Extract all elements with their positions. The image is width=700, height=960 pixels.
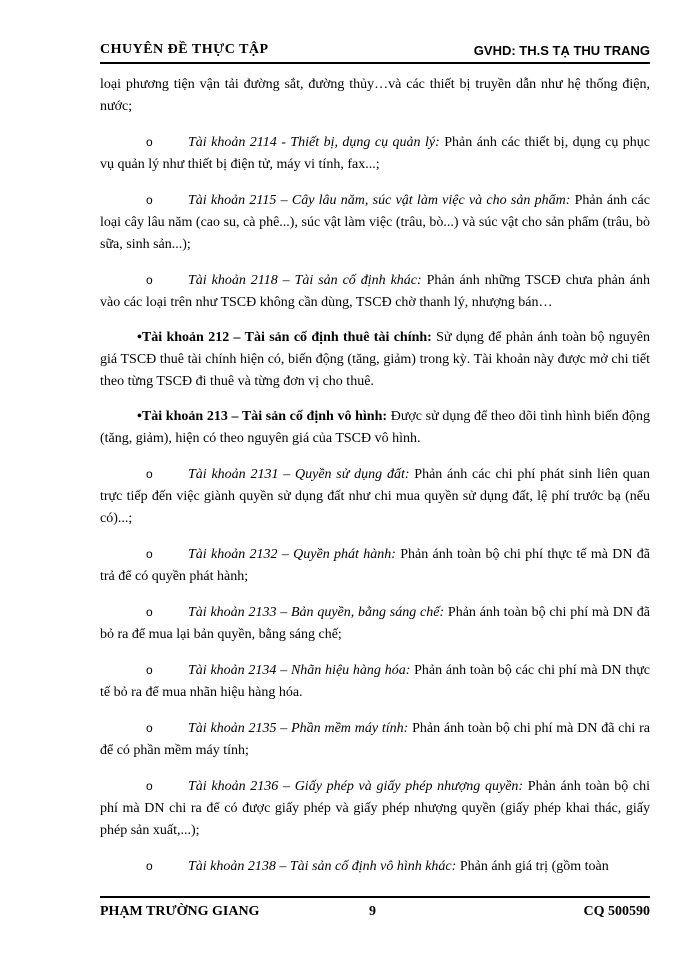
account-description: Phản ánh toàn bộ chi phí thực tế mà DN đã trả để có quyền phát hành; — [100, 547, 650, 584]
bullet-marker: o — [146, 663, 153, 677]
bullet-dot-icon: • — [137, 409, 142, 424]
bullet-marker: o — [146, 859, 153, 873]
list-item — [100, 269, 650, 314]
list-item — [100, 131, 650, 176]
bullet-dot-icon: • — [137, 330, 142, 345]
intro-paragraph: loại phương tiện vận tải đường sắt, đường thủy…và các thiết bị truyền dẫn như hệ thống điện, nước; — [100, 77, 650, 114]
bullet-marker: o — [146, 605, 153, 619]
account-description: Phản ánh toàn bộ chi phí mà DN chi ra để có được giấy phép và giấy phép nhượng quyền (giấy phép khai thác, giấy phép sản xuất,...); — [100, 779, 651, 838]
account-description: Phản ánh giá trị (gồm toàn — [456, 859, 609, 874]
account-description: Phản ánh các chi phí phát sinh liên quan trực tiếp đến việc giành quyền sử dụng đất như chi mua quyền sử dụng đất, lệ phí trước bạ (nếu có)...; — [100, 467, 650, 526]
footer-student-code: CQ 500590 — [583, 904, 650, 919]
list-item — [100, 463, 650, 530]
account-description: Phản ánh những TSCĐ chưa phản ánh vào các loại trên như TSCĐ không cần dùng, TSCĐ chờ thanh lý, nhượng bán… — [100, 273, 651, 310]
list-item — [100, 717, 650, 762]
bullet-marker: o — [146, 721, 153, 735]
bullet-marker: o — [146, 193, 153, 207]
bullet-marker: o — [146, 779, 153, 793]
account-description: Phản ánh toàn bộ các chi phí mà DN thực tế bỏ ra để mua nhãn hiệu hàng hóa. — [100, 663, 650, 700]
page-header — [100, 40, 650, 64]
page-number: 9 — [369, 904, 376, 919]
section-212-title: Tài khoản 212 – Tài sản cố định thuê tài chính: — [141, 330, 432, 345]
section-212 — [100, 327, 650, 393]
account-description: Phản ánh các thiết bị, dụng cụ phục vụ quản lý như thiết bị điện tử, máy vi tính, fax...; — [100, 135, 650, 172]
list-item — [100, 601, 650, 646]
list-item — [100, 775, 650, 842]
account-term: Tài khoản 2115 – Cây lâu năm, súc vật làm việc và cho sản phẩm: — [188, 193, 571, 208]
account-term: Tài khoản 2133 – Bản quyền, bằng sáng chế: — [188, 605, 445, 620]
section-213-title: Tài khoản 213 – Tài sản cố định vô hình: — [141, 409, 388, 424]
list-item — [100, 543, 650, 588]
account-term: Tài khoản 2134 – Nhãn hiệu hàng hóa: — [188, 663, 411, 678]
bullet-marker: o — [146, 467, 153, 481]
bullet-marker: o — [146, 135, 153, 149]
footer-author: PHẠM TRƯỜNG GIANG — [100, 904, 260, 919]
account-term: Tài khoản 2118 – Tài sản cố định khác: — [188, 273, 422, 288]
section-213 — [100, 406, 650, 450]
header-title: CHUYÊN ĐỀ THỰC TẬP — [100, 42, 269, 57]
list-item — [100, 659, 650, 704]
body-content — [100, 74, 650, 891]
bullet-marker: o — [146, 273, 153, 287]
bullet-marker: o — [146, 547, 153, 561]
list-item — [100, 855, 650, 878]
page-footer — [100, 896, 650, 924]
list-item — [100, 189, 650, 256]
section-213-description: Được sử dụng để theo dõi tình hình biến động (tăng, giảm), hiện có theo nguyên giá của TSCĐ vô hình. — [100, 409, 650, 446]
account-term: Tài khoản 2132 – Quyền phát hành: — [188, 547, 396, 562]
section-212-description: Sử dụng để phản ánh toàn bộ nguyên giá TSCĐ thuê tài chính hiện có, biến động (tăng, giảm) trong kỳ. Tài khoản này được mở chi tiết theo từng TSCĐ đi thuê và từng đơn vị cho thuê. — [100, 330, 650, 389]
account-description: Phản ánh các loại cây lâu năm (cao su, cà phê...), súc vật làm việc (trâu, bò...) và súc vật cho sản phẩm (trâu, bò sữa, sinh sản...); — [100, 193, 650, 252]
account-term: Tài khoản 2135 – Phần mềm máy tính: — [188, 721, 409, 736]
account-description: Phản ánh toàn bộ chi phí mà DN đã bỏ ra để mua lại bản quyền, bằng sáng chế; — [100, 605, 650, 642]
header-advisor: GVHD: TH.S TẠ THU TRANG — [473, 43, 650, 58]
account-term: Tài khoản 2114 - Thiết bị, dụng cụ quản lý: — [188, 135, 440, 150]
account-term: Tài khoản 2131 – Quyền sử dụng đất: — [188, 467, 410, 482]
account-description: Phản ánh toàn bộ chi phí mà DN đã chi ra để có phần mềm máy tính; — [100, 721, 650, 758]
account-term: Tài khoản 2138 – Tài sản cố định vô hình khác: — [188, 859, 457, 874]
account-term: Tài khoản 2136 – Giấy phép và giấy phép nhượng quyền: — [188, 779, 524, 794]
